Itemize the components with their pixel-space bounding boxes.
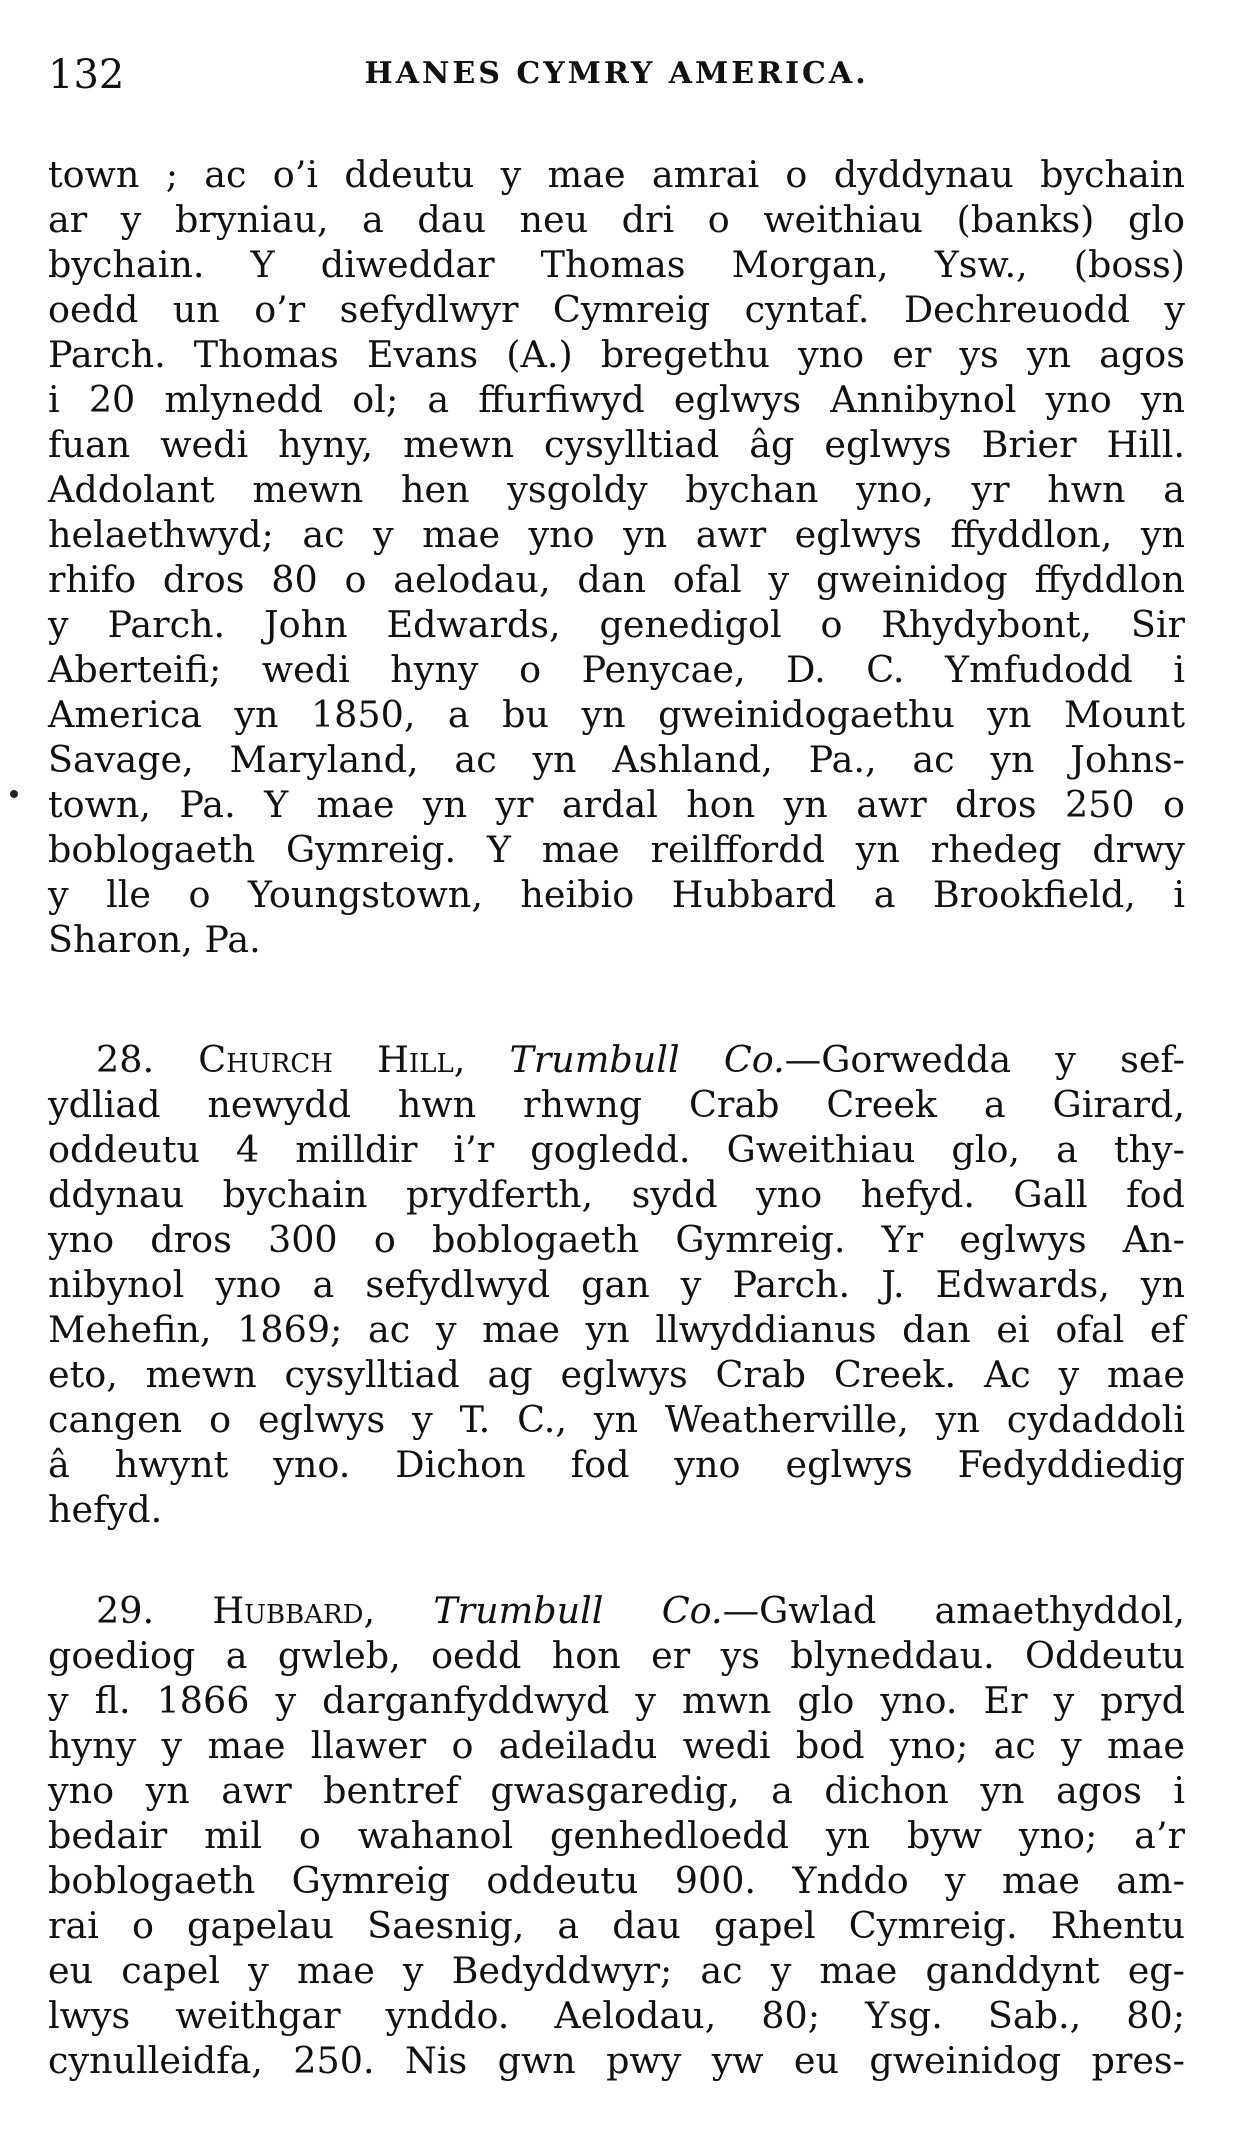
text-line: goediog a gwleb, oedd hon er ys blyneddau. Oddeutu (48, 1634, 1185, 1677)
text-line: lwys weithgar ynddo. Aelodau, 80; Ysg. Sab., 80; (48, 1994, 1185, 2037)
text-line: y Parch. John Edwards, genedigol o Rhydybont, Sir (48, 603, 1185, 646)
text-line: oddeutu 4 milldir i’r gogledd. Gweithiau glo, a thy- (48, 1128, 1185, 1171)
text-line: town ; ac o’i ddeutu y mae amrai o dyddynau bychain (48, 153, 1185, 196)
text-line: eto, mewn cysylltiad ag eglwys Crab Creek. Ac y mae (48, 1353, 1185, 1396)
text-line: â hwynt yno. Dichon fod yno eglwys Fedyddiedig (48, 1443, 1185, 1486)
margin-mark (10, 790, 18, 798)
text-line: rai o gapelau Saesnig, a dau gapel Cymreig. Rhentu (48, 1904, 1185, 1947)
text-line: ar y bryniau, a dau neu dri o weithiau (banks) glo (48, 198, 1185, 241)
text-line: oedd un o’r sefydlwyr Cymreig cyntaf. Dechreuodd y (48, 288, 1185, 331)
section-number: 29. (96, 1589, 155, 1632)
text-line: eu capel y mae y Bedyddwyr; ac y mae ganddynt eg- (48, 1949, 1185, 1992)
section-county: Trumbull Co. (509, 1038, 785, 1081)
section-first-text: —Gorwedda y sef- (784, 1038, 1185, 1081)
text-line: hefyd. (48, 1488, 163, 1531)
text-line: rhifo dros 80 o aelodau, dan ofal y gweinidog ffyddlon (48, 558, 1185, 601)
text-line: y fl. 1866 y darganfyddwyd y mwn glo yno. Er y pryd (48, 1679, 1185, 1722)
text-line: cynulleidfa, 250. Nis gwn pwy yw eu gweinidog pres- (48, 2039, 1185, 2082)
section-heading-line (48, 1037, 1185, 1082)
text-line: boblogaeth Gymreig. Y mae reilffordd yn rhedeg drwy (48, 828, 1185, 871)
text-line: Addolant mewn hen ysgoldy bychan yno, yr hwn a (48, 468, 1185, 511)
text-line: helaethwyd; ac y mae yno yn awr eglwys ffyddlon, yn (48, 513, 1185, 556)
running-title: HANES CYMRY AMERICA. (364, 56, 869, 91)
text-line: ydliad newydd hwn rhwng Crab Creek a Girard, (48, 1083, 1185, 1126)
section-heading-line (48, 1588, 1185, 1633)
text-line: America yn 1850, a bu yn gweinidogaethu yn Mount (48, 693, 1185, 736)
text-line: hyny y mae llawer o adeiladu wedi bod yno; ac y mae (48, 1724, 1185, 1767)
section-church-hill (48, 1037, 1185, 1532)
section-place-name: Church Hill, (198, 1038, 466, 1081)
text-line: Sharon, Pa. (48, 918, 261, 961)
page-header (48, 52, 1185, 108)
section-first-text: —Gwlad amaethyddol, (722, 1589, 1186, 1632)
text-line: y lle o Youngstown, heibio Hubbard a Brookfield, i (48, 873, 1185, 916)
text-line: yno dros 300 o boblogaeth Gymreig. Yr eglwys An- (48, 1218, 1185, 1261)
text-line: town, Pa. Y mae yn yr ardal hon yn awr dros 250 o (48, 783, 1185, 826)
text-line: i 20 mlynedd ol; a ffurfiwyd eglwys Annibynol yno yn (48, 378, 1185, 421)
text-line: bychain. Y diweddar Thomas Morgan, Ysw., (boss) (48, 243, 1185, 286)
text-line: Savage, Maryland, ac yn Ashland, Pa., ac yn Johns- (48, 738, 1185, 781)
text-line: fuan wedi hyny, mewn cysylltiad âg eglwys Brier Hill. (48, 423, 1185, 466)
text-line: bedair mil o wahanol genhedloedd yn byw yno; a’r (48, 1814, 1185, 1857)
text-line: nibynol yno a sefydlwyd gan y Parch. J. Edwards, yn (48, 1263, 1185, 1306)
page-number: 132 (48, 52, 125, 98)
text-line: Parch. Thomas Evans (A.) bregethu yno er ys yn agos (48, 333, 1185, 376)
text-line: boblogaeth Gymreig oddeutu 900. Ynddo y mae am- (48, 1859, 1185, 1902)
text-line: ddynau bychain prydferth, sydd yno hefyd. Gall fod (48, 1173, 1185, 1216)
section-hubbard (48, 1588, 1185, 2083)
section-number: 28. (96, 1038, 155, 1081)
paragraph-town (48, 152, 1185, 962)
text-line: Mehefin, 1869; ac y mae yn llwyddianus dan ei ofal ef (48, 1308, 1185, 1351)
section-place-name: Hubbard, (212, 1589, 376, 1632)
text-line: Aberteifi; wedi hyny o Penycae, D. C. Ymfudodd i (48, 648, 1185, 691)
section-county: Trumbull Co. (433, 1589, 723, 1632)
text-line: cangen o eglwys y T. C., yn Weatherville, yn cydaddoli (48, 1398, 1185, 1441)
text-line: yno yn awr bentref gwasgaredig, a dichon yn agos i (48, 1769, 1185, 1812)
